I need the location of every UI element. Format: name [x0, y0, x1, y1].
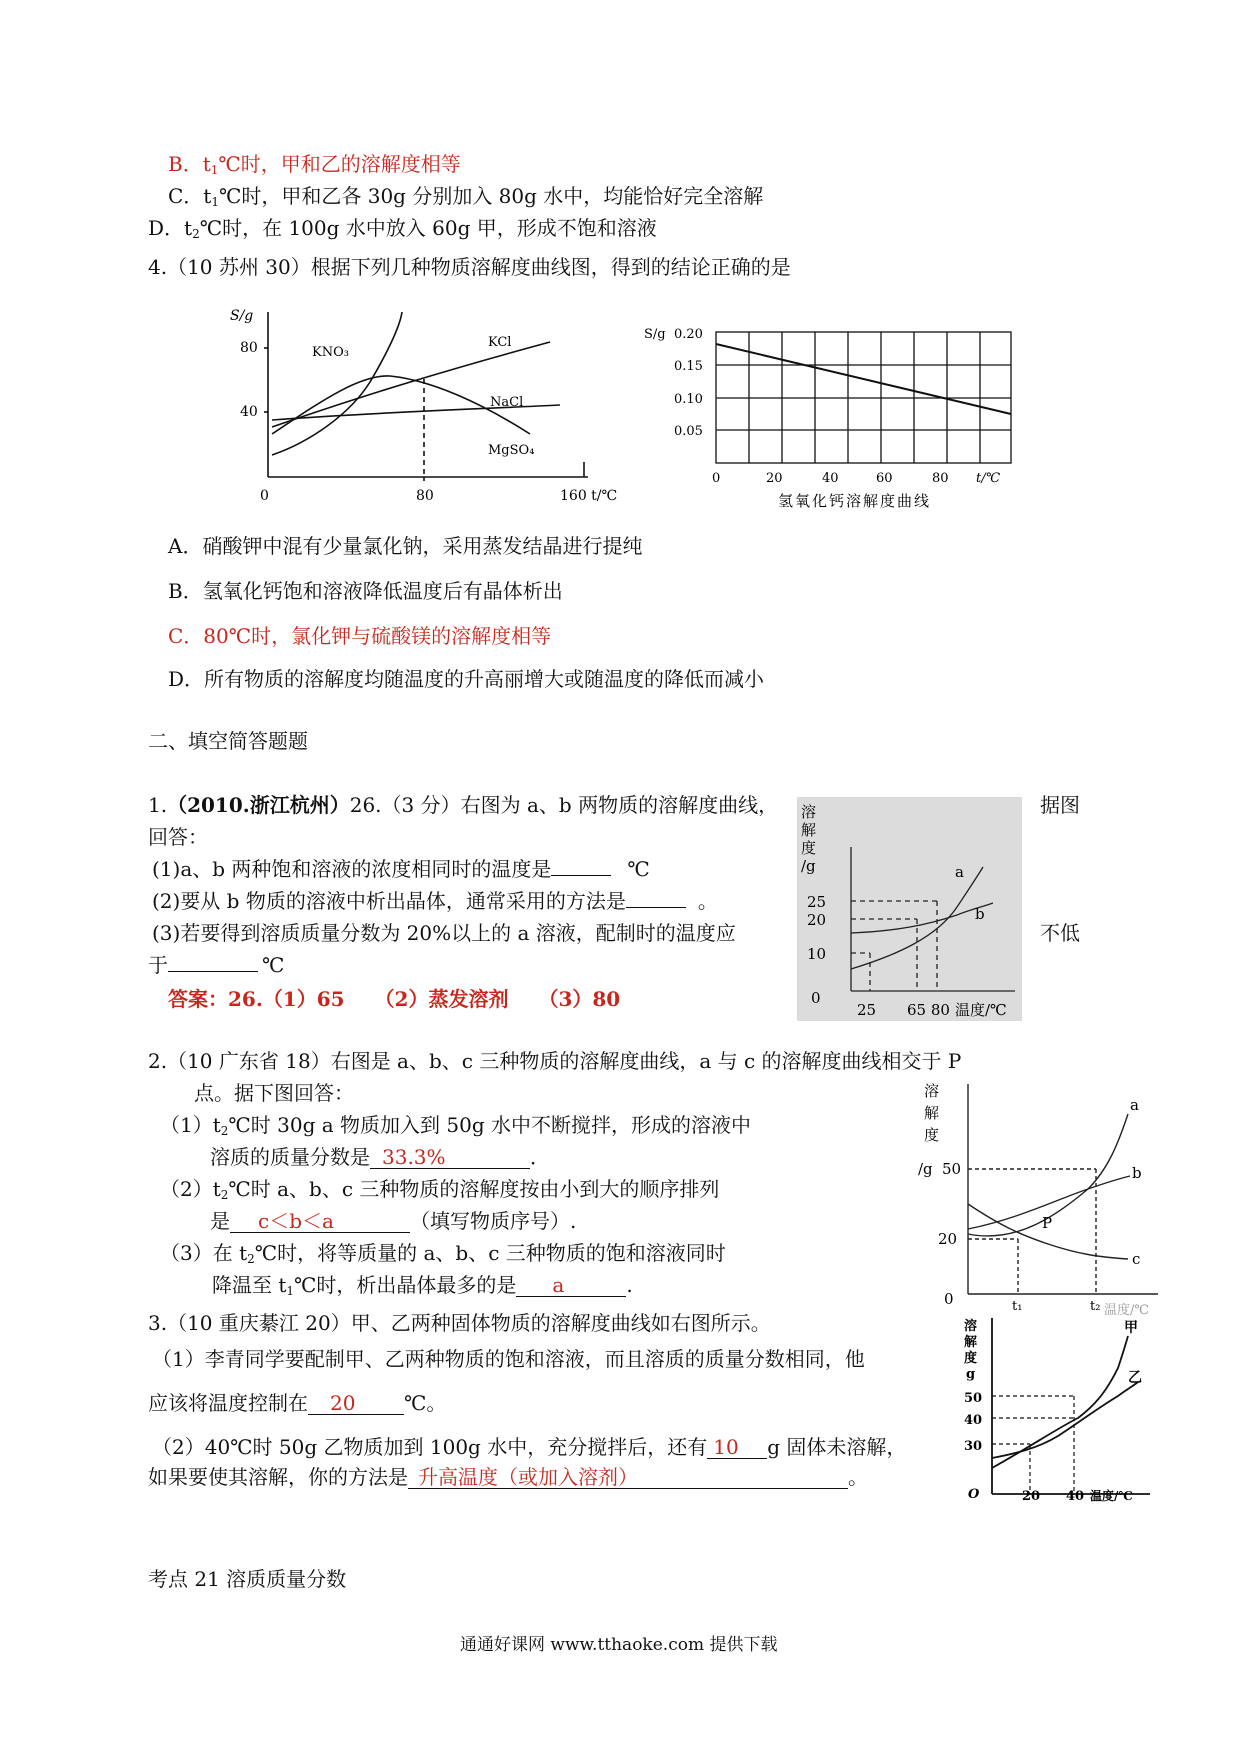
svg-text:25: 25 [807, 893, 827, 911]
chart1-ylabel: S/g [230, 308, 254, 324]
figure-abc-solubility [918, 1074, 1178, 1324]
svg-text:20: 20 [1022, 1489, 1041, 1504]
fq3-part2: （2）40℃时 50g 乙物质加到 100g 水中，充分搅拌后，还有 10 g 固体未溶解， [152, 1435, 907, 1459]
fq2-part1-cont: 溶质的质量分数是 33.3% ． [210, 1145, 550, 1169]
chart2-tick-0: 0 [712, 471, 721, 486]
svg-text:50: 50 [964, 1391, 983, 1406]
svg-text:温度/℃: 温度/℃ [1090, 1489, 1133, 1503]
fq2-part1: $(1)t_2℃$时 30g a 物质加入到 50g 水中不断搅拌，形成的溶液中 [160, 1113, 751, 1138]
svg-text:t₁: t₁ [1012, 1299, 1023, 1314]
page-footer: 通通好课网 www.tthaoke.com 提供下载 [460, 1635, 778, 1655]
fq2-answer3[interactable]: a [516, 1274, 626, 1297]
fq2-answer2[interactable]: c＜b＜a [230, 1210, 410, 1233]
fq1-line1: 1.（2010.浙江杭州）26.（3 分）右图为 a、b 两物质的溶解度曲线， [148, 793, 779, 817]
figure-jia-yi-solubility [958, 1308, 1158, 1504]
fq2-part3: （3）在 $t_2℃$时，将等质量的 a、b、c 三种物质的饱和溶液同时 [160, 1241, 726, 1266]
q4-option-d: D．所有物质的溶解度均随温度的升高丽增大或随温度的降低而减小 [168, 667, 765, 691]
fq1-part3-right: 不低 [1040, 921, 1080, 945]
svg-text:50: 50 [942, 1160, 962, 1178]
svg-text:溶: 溶 [964, 1319, 978, 1334]
q4-stem: 4.（10 苏州 30）根据下列几种物质溶解度曲线图，得到的结论正确的是 [148, 255, 791, 279]
svg-text:乙: 乙 [1128, 1370, 1142, 1386]
fq3-answer3[interactable]: 升高温度（或加入溶剂） [408, 1466, 848, 1489]
curve-a [851, 867, 983, 969]
chart2-caption: 氢氧化钙溶解度曲线 [778, 492, 932, 510]
chart2-tick-015: 0.15 [674, 359, 703, 374]
q3-option-b: B．$t_1℃$时，甲和乙的溶解度相等 [168, 152, 461, 177]
svg-text:/g: /g [918, 1160, 933, 1178]
fq1-line2: 回答： [148, 825, 208, 849]
svg-text:25: 25 [857, 1001, 877, 1019]
svg-text:t₂: t₂ [1090, 1299, 1101, 1314]
svg-text:度: 度 [801, 839, 817, 857]
curve-b [851, 903, 993, 933]
fq2-answer1[interactable]: 33.3% [370, 1146, 530, 1169]
q3-option-c: C．$t_1℃$时，甲和乙各 30g 分别加入 80g 水中，均能恰好完全溶解 [168, 184, 764, 209]
svg-text:度: 度 [964, 1351, 978, 1366]
chart2-tick-20: 20 [766, 471, 783, 486]
fq3-answer2[interactable]: 10 [707, 1436, 767, 1459]
section-21-heading: 考点 21 溶质质量分数 [148, 1567, 347, 1591]
q4-option-c: C．80℃时，氯化钾与硫酸镁的溶解度相等 [168, 624, 552, 648]
curve-yi [992, 1382, 1138, 1458]
svg-text:解: 解 [801, 821, 817, 839]
caoh2-curve [716, 344, 1011, 414]
fq1-blank2[interactable] [626, 907, 686, 908]
fq1-part2: (2)要从 b 物质的溶液中析出晶体，通常采用的方法是 。 [152, 889, 718, 913]
kno3-curve [272, 312, 402, 455]
fq3-line1: 3.（10 重庆綦江 20）甲、乙两种固体物质的溶解度曲线如右图所示。 [148, 1311, 771, 1335]
svg-text:a: a [955, 863, 964, 881]
fq1-part3: (3)若要得到溶质质量分数为 20%以上的 a 溶液，配制时的温度应 [152, 921, 736, 945]
svg-text:O: O [968, 1487, 980, 1502]
fq3-part1-cont: 应该将温度控制在 20 ℃。 [148, 1391, 447, 1415]
svg-text:0: 0 [811, 989, 821, 1007]
label-mgso4: MgSO₄ [488, 443, 535, 458]
svg-text:20: 20 [938, 1230, 958, 1248]
svg-text:40: 40 [964, 1413, 983, 1428]
svg-text:b: b [1132, 1164, 1142, 1182]
chart1-tick-80: 80 [240, 340, 258, 356]
svg-text:甲: 甲 [1124, 1320, 1138, 1336]
svg-text:0: 0 [944, 1290, 954, 1308]
svg-text:P: P [1042, 1214, 1053, 1232]
chart2-tick-010: 0.10 [674, 392, 703, 407]
fq3-part2-cont: 如果要使其溶解，你的方法是 升高温度（或加入溶剂） 。 [148, 1465, 868, 1489]
chart2-tick-60: 60 [876, 471, 893, 486]
fq1-line1-right: 据图 [1040, 793, 1080, 817]
svg-text:/g: /g [801, 857, 816, 875]
fq1-answer: 答案：26.（1）65 （2）蒸发溶剂 （3）80 [168, 987, 621, 1011]
label-nacl: NaCl [490, 395, 524, 410]
svg-text:20: 20 [807, 911, 827, 929]
fq3-answer1[interactable]: 20 [308, 1392, 404, 1415]
svg-text:10: 10 [807, 945, 827, 963]
fq1-blank1[interactable] [551, 875, 611, 876]
svg-text:g: g [966, 1367, 976, 1382]
fq1-part1: (1)a、b 两种饱和溶液的浓度相同时的温度是 ℃ [152, 857, 650, 881]
calcium-hydroxide-chart [640, 322, 1030, 512]
label-kcl: KCl [488, 335, 512, 350]
svg-text:解: 解 [924, 1104, 940, 1122]
chart2-tick-80: 80 [932, 471, 949, 486]
solubility-chart-salts [230, 302, 630, 512]
chart1-tick-40: 40 [240, 404, 258, 420]
svg-text:温度/℃: 温度/℃ [955, 1001, 1007, 1019]
chart1-tick-x160: 160 t/℃ [560, 488, 618, 504]
svg-text:度: 度 [924, 1126, 940, 1144]
chart2-tick-005: 0.05 [674, 424, 703, 439]
fq2-line1: 2.（10 广东省 18）右图是 a、b、c 三种物质的溶解度曲线，a 与 c 的溶解度曲线相交于 P [148, 1049, 962, 1073]
q4-option-b: B．氢氧化钙饱和溶液降低温度后有晶体析出 [168, 579, 563, 603]
svg-text:30: 30 [964, 1439, 983, 1454]
fq1-blank3[interactable] [168, 971, 258, 972]
svg-text:溶: 溶 [924, 1082, 940, 1100]
svg-text:b: b [975, 905, 985, 923]
svg-text:65 80: 65 80 [907, 1001, 950, 1019]
chart2-xunit: t/℃ [976, 471, 1001, 486]
svg-text:40: 40 [1066, 1489, 1085, 1504]
fq2-line2: 点。据下图回答： [194, 1081, 354, 1105]
q3-option-d: D．$t_2℃$时，在 100g 水中放入 60g 甲，形成不饱和溶液 [148, 216, 657, 241]
fq1-part4: 于 ℃ [148, 953, 285, 977]
svg-text:溶: 溶 [801, 803, 817, 821]
section-heading: 二、填空简答题题 [148, 729, 308, 753]
chart2-tick-020: 0.20 [674, 327, 703, 342]
svg-text:温度/℃: 温度/℃ [1104, 1303, 1149, 1318]
fq2-part3-cont: 降温至 $t_1℃$时，析出晶体最多的是 a . [212, 1273, 633, 1298]
svg-text:a: a [1130, 1096, 1139, 1114]
chart2-ylabel: S/g [644, 327, 666, 342]
chart1-tick-x80: 80 [416, 488, 434, 504]
fq2-part2-cont: 是 c＜b＜a （填写物质序号）. [210, 1209, 577, 1233]
chart2-tick-40: 40 [822, 471, 839, 486]
svg-text:c: c [1132, 1250, 1141, 1268]
fq3-part1: （1）李青同学要配制甲、乙两种物质的饱和溶液，而且溶质的质量分数相同，他 [152, 1347, 865, 1371]
label-kno3: KNO₃ [312, 345, 349, 360]
svg-text:解: 解 [964, 1335, 978, 1350]
q4-option-a: A．硝酸钾中混有少量氯化钠，采用蒸发结晶进行提纯 [168, 534, 643, 558]
fq2-part2: $(2)t_2℃$时 a、b、c 三种物质的溶解度按由小到大的顺序排列 [160, 1177, 720, 1202]
chart1-tick-0: 0 [260, 488, 269, 504]
figure-ab-solubility [797, 797, 1022, 1021]
